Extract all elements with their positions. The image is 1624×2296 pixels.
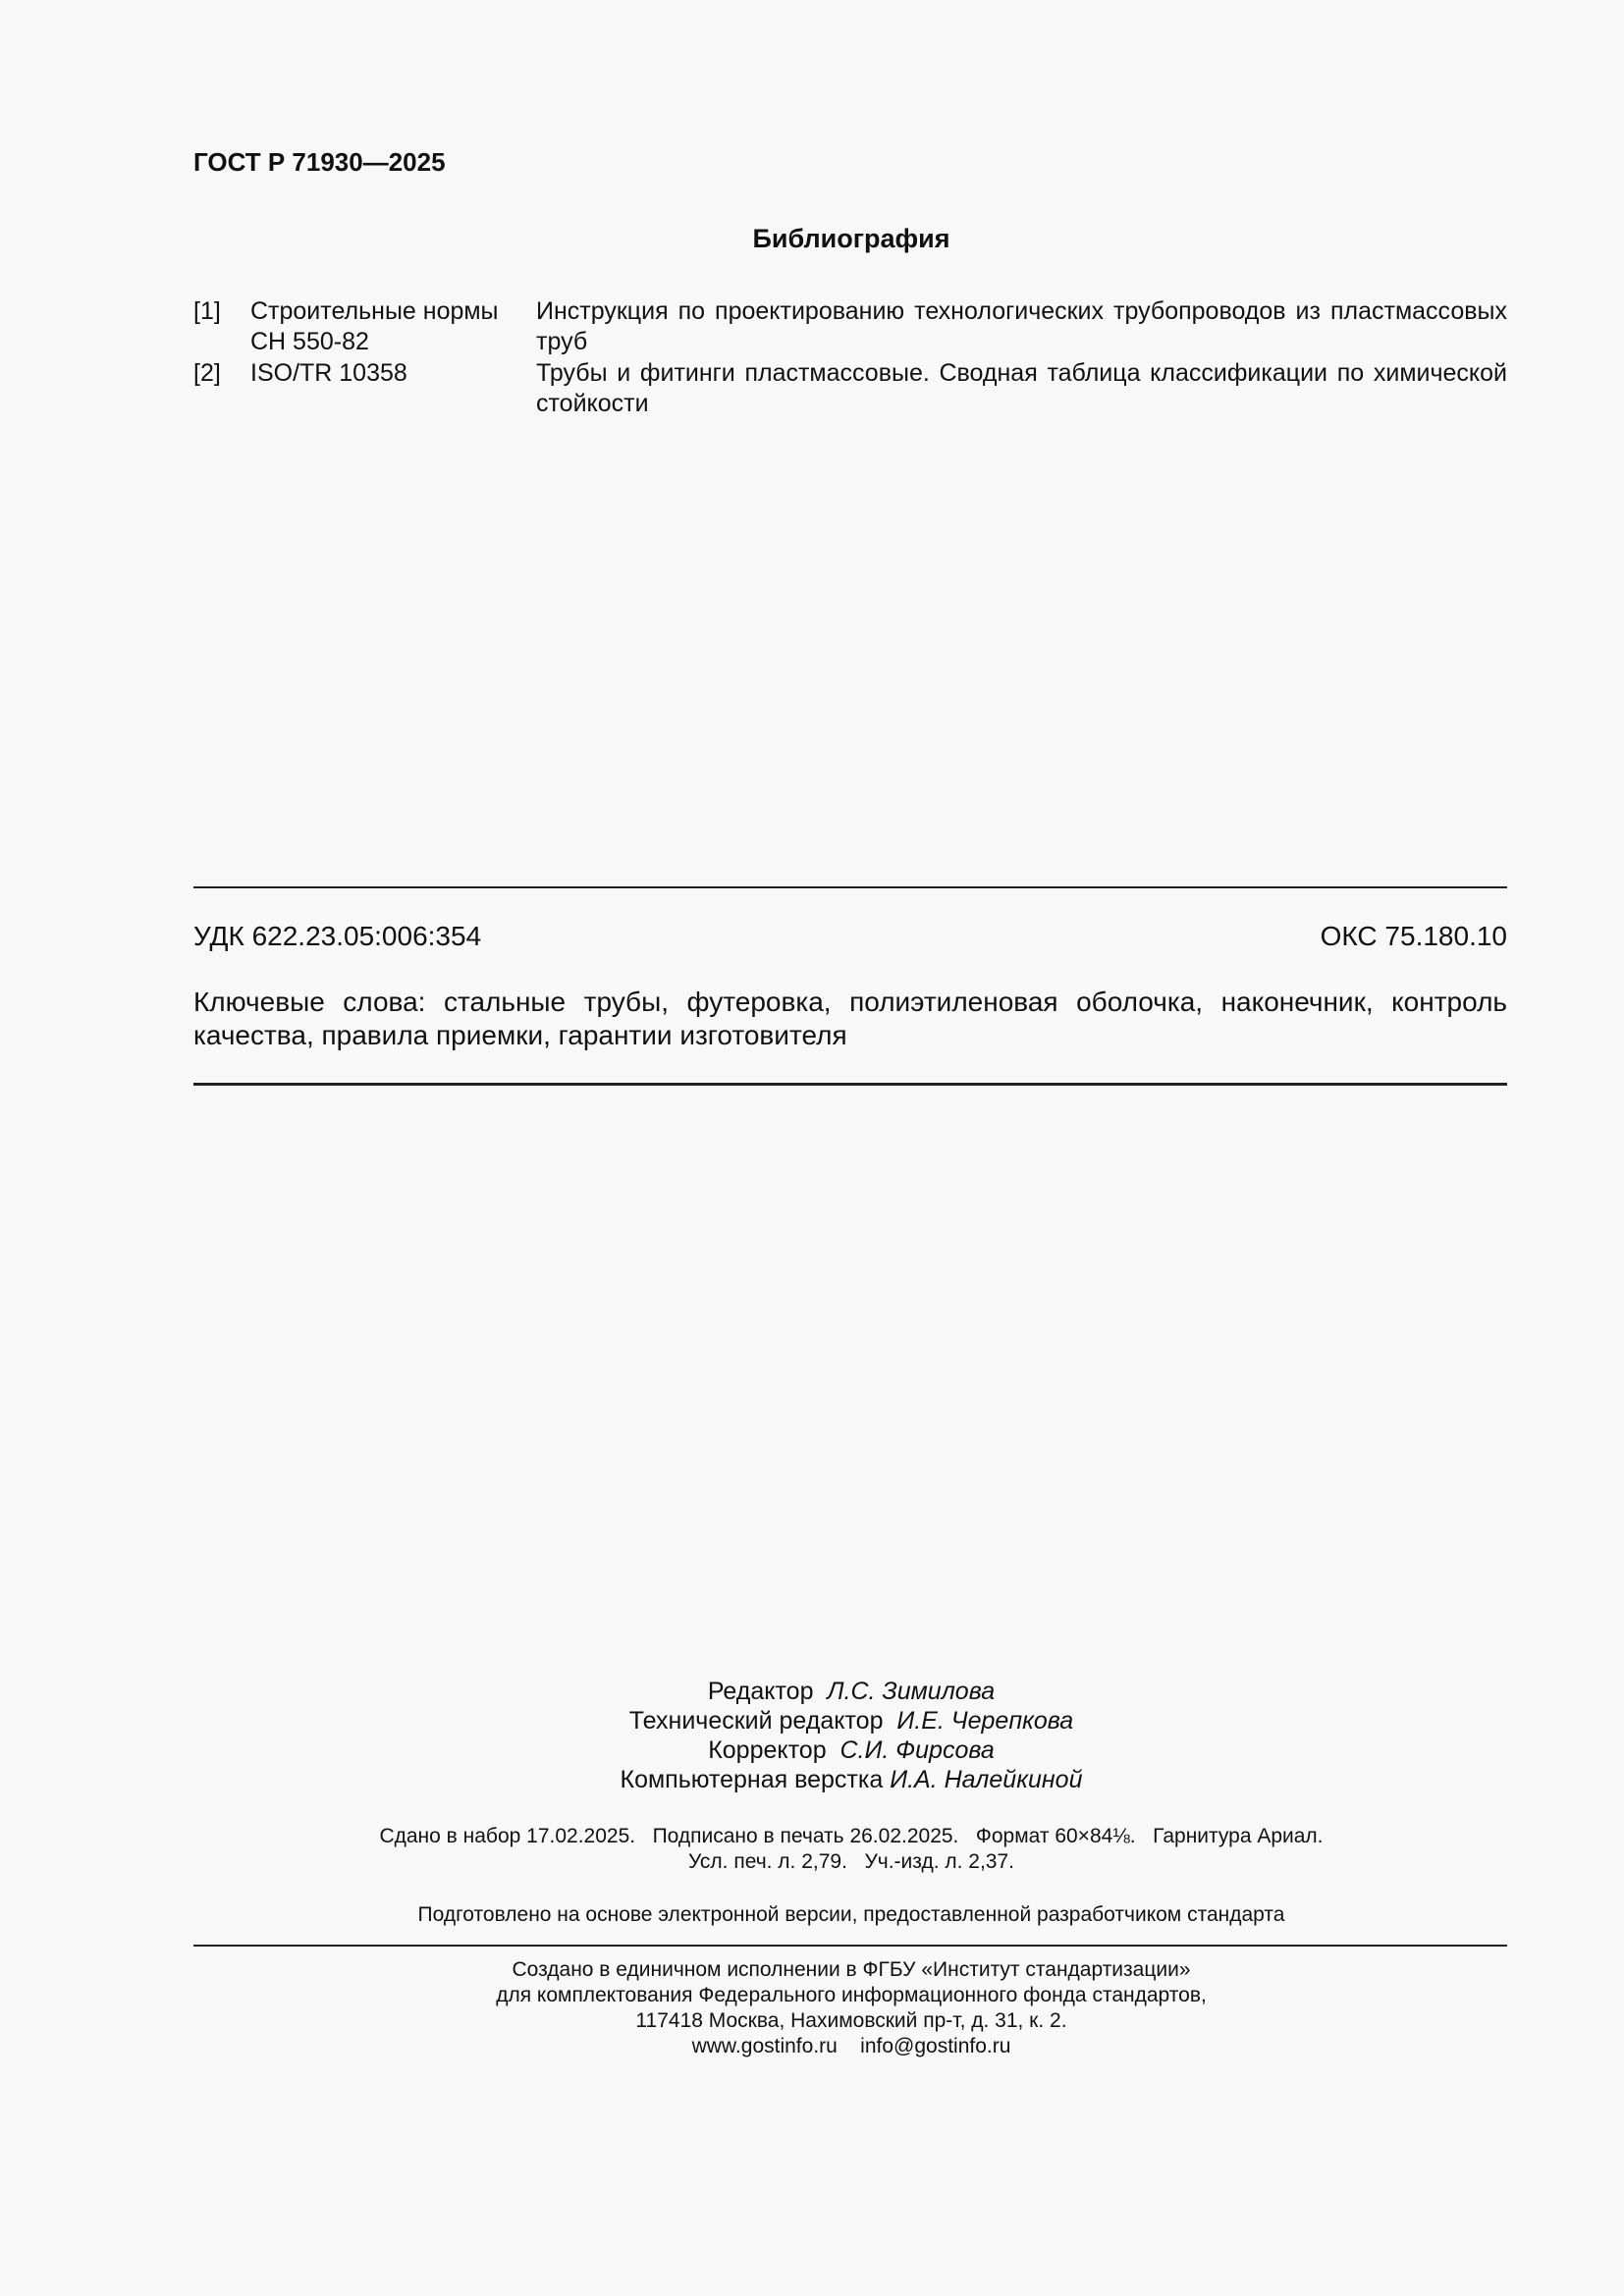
entry-number: [2] (193, 359, 221, 387)
publisher-links: www.gostinfo.ru info@gostinfo.ru (691, 2035, 1011, 2057)
divider-top (193, 886, 1507, 888)
credit-role: Корректор (708, 1736, 827, 1764)
credit-name: С.И. Фирсова (839, 1736, 995, 1764)
credit-role: Технический редактор (628, 1707, 884, 1735)
bibliography-title: Библиография (752, 224, 950, 253)
entry-source-line1: Строительные нормы (250, 297, 499, 325)
publisher-line3: 117418 Москва, Нахимовский пр-т, д. 31, к. 2. (635, 2009, 1067, 2032)
prepared-note: Подготовлено на основе электронной версии, предоставленной разработчиком стандарта (417, 1903, 1285, 1926)
entry-description: Трубы и фитинги пластмассовые. Сводная таблица классификации по химической стойкости (536, 359, 1507, 417)
divider-bottom (193, 1083, 1507, 1086)
credit-editor (0, 1677, 1624, 1706)
print-info (0, 1824, 1624, 1875)
credit-tech-editor (0, 1706, 1624, 1735)
document-id: ГОСТ Р 71930—2025 (193, 147, 446, 177)
udk-code: УДК 622.23.05:006:354 (193, 921, 482, 951)
entry-description: Инструкция по проектированию технологических трубопроводов из пластмассовых труб (536, 297, 1507, 355)
publisher-info (0, 1957, 1624, 2059)
credits-block (0, 1677, 1624, 1794)
entry-number: [1] (193, 297, 221, 325)
credit-name: И.А. Налейкиной (890, 1766, 1083, 1793)
classification-row (193, 921, 1507, 952)
entry-source (250, 296, 525, 357)
print-info-line1: Сдано в набор 17.02.2025. Подписано в печать 26.02.2025. Формат 60×84⅛. Гарнитура Ариал. (379, 1825, 1324, 1847)
entry-source-line2: СН 550-82 (250, 328, 369, 355)
publisher-line2: для комплектования Федерального информационного фонда стандартов, (496, 1984, 1207, 2006)
credit-role: Компьютерная верстка (620, 1766, 884, 1793)
credit-role: Редактор (707, 1678, 814, 1705)
credit-layout (0, 1765, 1624, 1794)
oks-code: ОКС 75.180.10 (1320, 921, 1507, 951)
publisher-line1: Создано в единичном исполнении в ФГБУ «Институт стандартизации» (512, 1958, 1191, 1981)
entry-source (250, 358, 525, 389)
print-info-line2: Усл. печ. л. 2,79. Уч.-изд. л. 2,37. (687, 1850, 1014, 1873)
entry-source-line1: ISO/TR 10358 (250, 359, 407, 387)
keywords: Ключевые слова: стальные трубы, футеровка, полиэтиленовая оболочка, наконечник, контроль качества, правила приемки, гарантии изготовителя (193, 987, 1507, 1050)
credit-name: Л.С. Зимилова (827, 1678, 996, 1705)
divider-footer (193, 1945, 1507, 1947)
credit-name: И.Е. Черепкова (896, 1707, 1074, 1735)
credit-corrector (0, 1735, 1624, 1765)
